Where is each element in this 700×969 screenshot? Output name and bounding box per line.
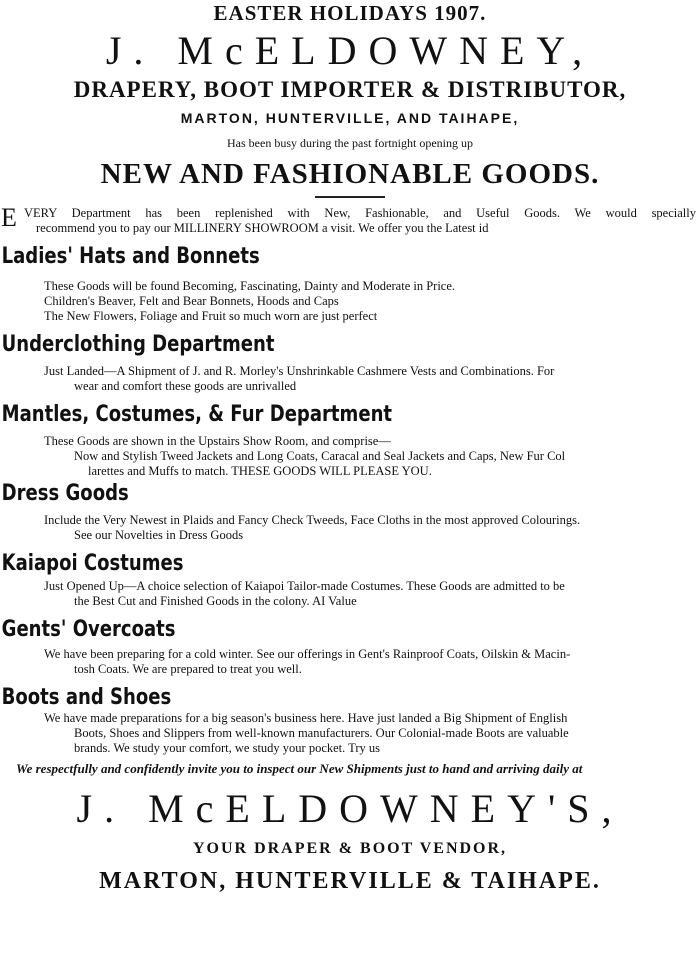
- new-goods-headline: NEW AND FASHIONABLE GOODS.: [100, 158, 600, 190]
- body-line: See our Novelties in Dress Goods: [74, 528, 244, 542]
- section-body: [0, 513, 700, 543]
- section-heading: Ladies' Hats and Bonnets: [1, 244, 260, 269]
- section-underclothing: [0, 332, 700, 394]
- body-line: Now and Stylish Tweed Jackets and Long Coats, Caracal and Seal Jackets and Caps, New Fur Col: [74, 449, 566, 463]
- section-mantles: [0, 402, 700, 479]
- section-heading: Kaiapoi Costumes: [1, 551, 184, 576]
- section-body: [0, 647, 700, 677]
- town-list: MARTON, HUNTERVILLE, AND TAIHAPE,: [180, 110, 520, 126]
- section-body: [0, 364, 700, 394]
- body-line: We have been preparing for a cold winter. See our offerings in Gent's Rainproof Coats, Oilskin & Macin-: [44, 647, 571, 661]
- body-line: Children's Beaver, Felt and Bear Bonnets, Hoods and Caps: [44, 294, 339, 308]
- headline-rule: [315, 196, 385, 198]
- section-dress-goods: [0, 481, 700, 543]
- invitation-line: We respectfully and confidently invite you to inspect our New Shipments just to hand and arriving daily at: [16, 761, 583, 776]
- section-ladies-hats: [0, 244, 700, 324]
- section-boots-shoes: [0, 685, 700, 756]
- section-kaiapoi: [0, 551, 700, 609]
- drop-cap: E: [1, 203, 17, 232]
- body-line: tosh Coats. We are prepared to treat you well.: [74, 662, 302, 676]
- intro-paragraph: [0, 203, 700, 236]
- section-heading: Underclothing Department: [1, 332, 275, 357]
- body-line: Just Landed—A Shipment of J. and R. Morley's Unshrinkable Cashmere Vests and Combinations. For: [44, 364, 555, 378]
- merchant-name: J. McELDOWNEY,: [105, 28, 595, 73]
- section-heading: Gents' Overcoats: [1, 617, 176, 642]
- body-line: We have made preparations for a big season's business here. Have just landed a Big Shipment of English: [44, 711, 568, 725]
- body-line: These Goods are shown in the Upstairs Show Room, and comprise—: [44, 434, 391, 448]
- body-line: These Goods will be found Becoming, Fascinating, Dainty and Moderate in Price.: [44, 279, 456, 293]
- business-description: DRAPERY, BOOT IMPORTER & DISTRIBUTOR,: [73, 77, 627, 102]
- vendor-line: YOUR DRAPER & BOOT VENDOR,: [192, 840, 508, 857]
- section-gents-overcoats: [0, 617, 700, 677]
- footer-merchant-name: J. McELDOWNEY'S,: [76, 786, 624, 831]
- section-body: [0, 579, 700, 609]
- body-line: larettes and Muffs to match. THESE GOODS WILL PLEASE YOU.: [88, 464, 432, 478]
- section-body: [0, 279, 700, 324]
- intro-line: VERY Department has been replenished with New, Fashionable, and Useful Goods. We would specially: [24, 206, 696, 220]
- body-line: The New Flowers, Foliage and Fruit so much worn are just perfect: [44, 309, 378, 323]
- body-line: Just Opened Up—A choice selection of Kaiapoi Tailor-made Costumes. These Goods are admitted to be: [44, 579, 565, 593]
- body-line: Boots, Shoes and Slippers from well-known manufacturers. Our Colonial-made Boots are valuable: [74, 726, 569, 740]
- body-line: brands. We study your comfort, we study your pocket. Try us: [74, 741, 381, 755]
- section-heading: Dress Goods: [1, 481, 129, 506]
- busy-line: Has been busy during the past fortnight opening up: [227, 136, 473, 150]
- footer-town-list: MARTON, HUNTERVILLE & TAIHAPE.: [99, 868, 601, 894]
- body-line: Include the Very Newest in Plaids and Fancy Check Tweeds, Face Cloths in the most approved Colourings.: [44, 513, 581, 527]
- section-body: [0, 434, 700, 479]
- section-heading: Mantles, Costumes, & Fur Department: [1, 402, 393, 427]
- intro-line: recommend you to pay our MILLINERY SHOWROOM a visit. We offer you the Latest id: [36, 221, 489, 235]
- body-line: the Best Cut and Finished Goods in the colony. AI Value: [74, 594, 357, 608]
- section-heading: Boots and Shoes: [1, 685, 172, 710]
- body-line: wear and comfort these goods are unrivalled: [74, 379, 297, 393]
- easter-holidays-heading: EASTER HOLIDAYS 1907.: [213, 1, 487, 25]
- section-body: [0, 711, 700, 756]
